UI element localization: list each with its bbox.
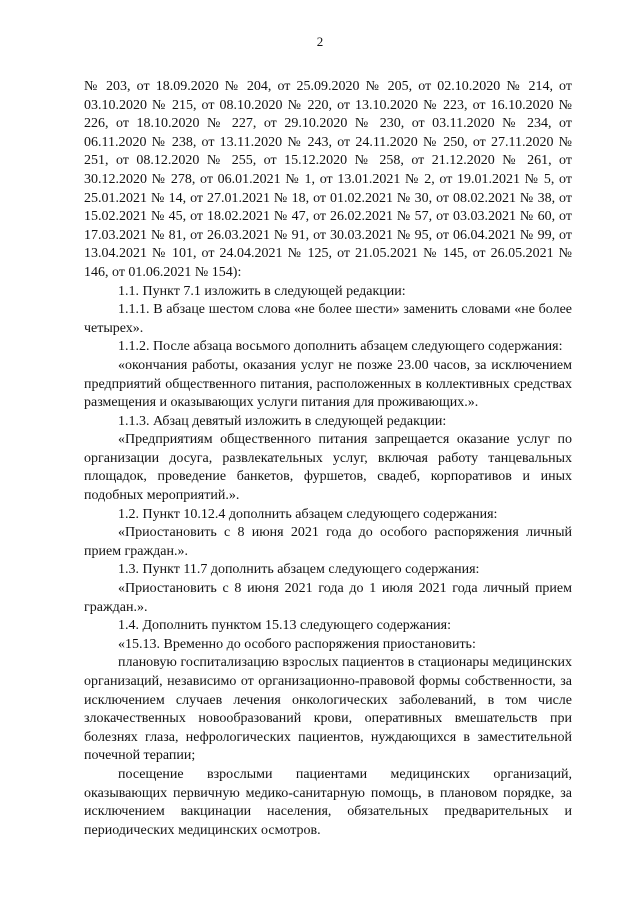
page-number: 2 bbox=[316, 34, 324, 49]
paragraph-quote-catering: «Предприятиям общественного питания запрещается оказание услуг по организации досуга, развлекательных услуг, включая работу танцевальных площадок, проведение банкетов, фуршетов, свадеб, корпоративов и иных подобных мероприятий.». bbox=[84, 432, 572, 504]
paragraph-1-1: 1.1. Пункт 7.1 изложить в следующей редакции: bbox=[118, 283, 406, 299]
paragraph-1-2: 1.2. Пункт 10.12.4 дополнить абзацем следующего содержания: bbox=[118, 506, 498, 522]
paragraph-1-3: 1.3. Пункт 11.7 дополнить абзацем следующего содержания: bbox=[118, 562, 480, 578]
paragraph-15-13: «15.13. Временно до особого распоряжения приостановить: bbox=[118, 636, 476, 652]
paragraph-1-1-1: 1.1.1. В абзаце шестом слова «не более шести» заменить словами «не более четырех». bbox=[84, 302, 572, 336]
paragraph-quote-reception-1: «Приостановить с 8 июня 2021 года до особого распоряжения личный прием граждан.». bbox=[84, 525, 572, 559]
paragraph-hospitalization: плановую госпитализацию взрослых пациентов в стационары медицинских организаций, независимо от организационно-правовой формы собственности, за исключением случаев лечения онкологических заболеваний, в том числе злокачественных новообразований крови, оперативных вмешательств при болезнях глаза, нефрологических пациентов, нуждающихся в заместительной почечной терапии; bbox=[84, 655, 572, 764]
paragraph-quote-reception-2: «Приостановить с 8 июня 2021 года до 1 июля 2021 года личный прием граждан.». bbox=[84, 581, 572, 615]
paragraph-1-1-2: 1.1.2. После абзаца восьмого дополнить абзацем следующего содержания: bbox=[118, 339, 563, 355]
paragraph-visits: посещение взрослыми пациентами медицинских организаций, оказывающих первичную медико-санитарную помощь, в плановом порядке, за исключением вакцинации населения, обязательных предварительных и периодических медицинских осмотров. bbox=[84, 766, 572, 838]
paragraph-1-1-3: 1.1.3. Абзац девятый изложить в следующей редакции: bbox=[118, 413, 447, 429]
paragraph-amendment-list: № 203, от 18.09.2020 № 204, от 25.09.2020 № 205, от 02.10.2020 № 214, от 03.10.2020 № 215, от 08.10.2020 № 220, от 13.10.2020 № 223, от 16.10.2020 № 226, от 18.10.2020 № 227, от 29.10.2020 № 230, от 03.11.2020 № 234, от 06.11.2020 № 238, от 13.11.2020 № 243, от 24.11.2020 № 250, от 27.11.2020 № 251, от 08.12.2020 № 255, от 15.12.2020 № 258, от 21.12.2020 № 261, от 30.12.2020 № 278, от 06.01.2021 № 1, от 13.01.2021 № 2, от 19.01.2021 № 5, от 25.01.2021 № 14, от 27.01.2021 № 18, от 01.02.2021 № 30, от 08.02.2021 № 38, от 15.02.2021 № 45, от 18.02.2021 № 47, от 26.02.2021 № 57, от 03.03.2021 № 60, от 17.03.2021 № 81, от 26.03.2021 № 91, от 30.03.2021 № 95, от 06.04.2021 № 99, от 13.04.2021 № 101, от 24.04.2021 № 125, от 21.05.2021 № 145, от 26.05.2021 № 146, от 01.06.2021 № 154): bbox=[84, 79, 572, 280]
paragraph-1-4: 1.4. Дополнить пунктом 15.13 следующего содержания: bbox=[118, 618, 452, 634]
document-body bbox=[84, 78, 572, 840]
paragraph-quote-working-hours: «окончания работы, оказания услуг не позже 23.00 часов, за исключением предприятий общественного питания, расположенных в коллективных средствах размещения и оказывающих услуги питания для проживающих.». bbox=[84, 357, 572, 411]
